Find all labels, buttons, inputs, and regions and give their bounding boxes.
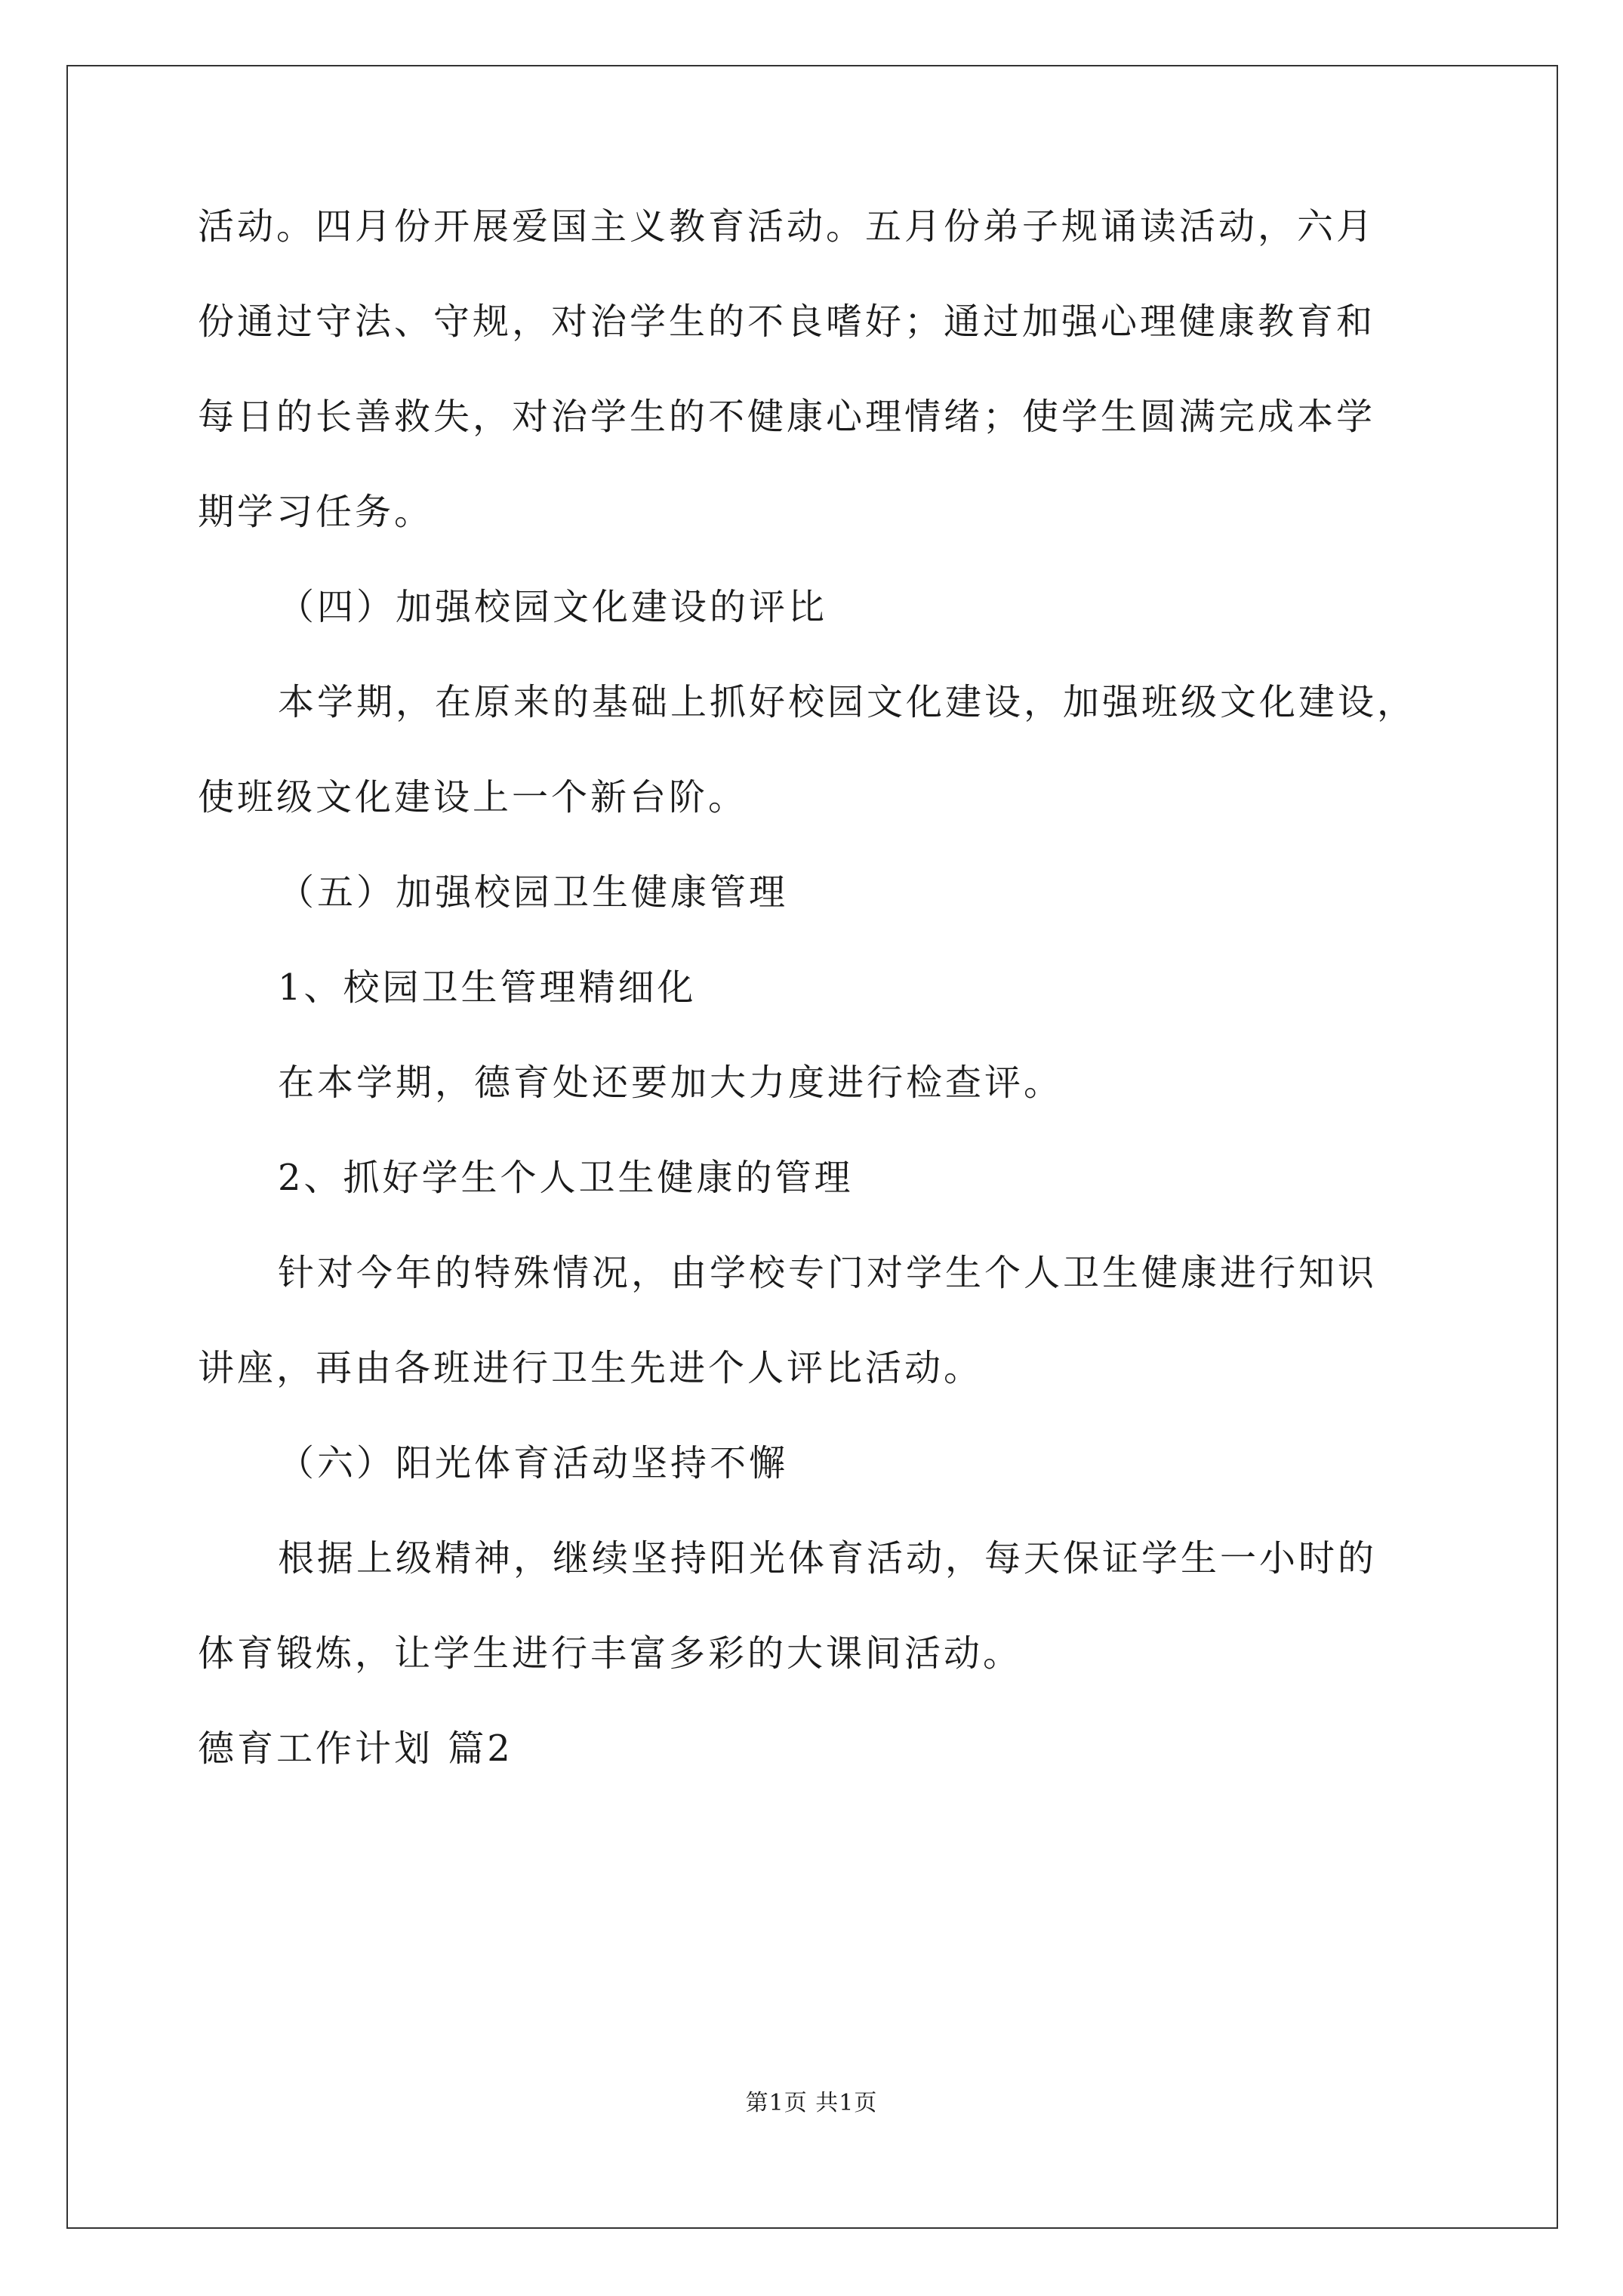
body-text-line: 活动。四月份开展爱国主义教育活动。五月份弟子规诵读活动，六月 <box>198 205 1376 248</box>
body-text-line: 根据上级精神，继续坚持阳光体育活动，每天保证学生一小时的 <box>278 1537 1378 1579</box>
body-text-line: 期学习任务。 <box>198 491 434 533</box>
body-text-line: 体育锻炼，让学生进行丰富多彩的大课间活动。 <box>198 1632 1023 1675</box>
section-heading: （六）阳光体育活动坚持不懈 <box>278 1442 789 1484</box>
body-text-line: 份通过守法、守规，对治学生的不良嗜好；通过加强心理健康教育和 <box>198 300 1376 343</box>
document-section-title: 德育工作计划 篇2 <box>198 1727 513 1770</box>
body-text-line: 讲座，再由各班进行卫生先进个人评比活动。 <box>198 1347 984 1389</box>
body-text-line: 在本学期，德育处还要加大力度进行检查评。 <box>278 1062 1064 1104</box>
subsection-heading: 2、抓好学生个人卫生健康的管理 <box>278 1157 854 1199</box>
section-heading: （四）加强校园文化建设的评比 <box>278 586 828 628</box>
body-text-line: 针对今年的特殊情况，由学校专门对学生个人卫生健康进行知识 <box>278 1252 1378 1294</box>
body-text-line: 本学期，在原来的基础上抓好校园文化建设，加强班级文化建设， <box>278 681 1417 723</box>
page-footer: 第1页 共1页 <box>745 2090 878 2116</box>
body-text-line: 使班级文化建设上一个新台阶。 <box>198 776 748 818</box>
subsection-heading: 1、校园卫生管理精细化 <box>278 966 697 1009</box>
section-heading: （五）加强校园卫生健康管理 <box>278 871 789 914</box>
page-border <box>66 65 1558 2229</box>
body-text-line: 每日的长善救失，对治学生的不健康心理情绪；使学生圆满完成本学 <box>198 396 1376 438</box>
